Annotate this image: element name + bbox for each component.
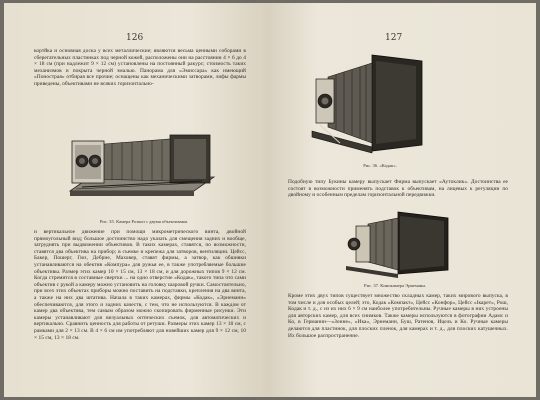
stereo-camera-illustration — [62, 121, 222, 213]
cine-camera-illustration — [340, 208, 460, 280]
right-figure2-caption: Рис. 37. Кинокамера Эрнеманн. — [364, 283, 426, 288]
page-number-right: 127 — [385, 33, 403, 43]
folding-camera-illustration — [310, 47, 430, 157]
right-page — [270, 3, 536, 397]
right-bottom-paragraph: Кроме этих двух типов существует множество складных камер, таких мирового выпуска, в том числе и для особых целей; это, Кодак «Компакт», Цейсс «Конфор», Цейсс «Ікарет», Рош, Кодак и т. д., с из их них 6 × 9 см наиболее употребительны. Ручные камеры в них устроены для авторских камер, для всех снимков. Также камеры используются в фотографии Адамс и Ко, в Германии—«Зонне», «Ика», Эрнеманн, Буш, Ратенов, Ицель и Ко. Ручные камеры делаются для пластинок, для плоских пленок, для камерах и т. д., для плоских катушечных. Их большое распространение. — [288, 293, 508, 339]
left-bottom-paragraph: и вертикальное движение при помощи микрометрического винта, двойной прямоугольный вид; большое достоинство надо указать для смещения задних и вообще, затруднять при выдвижении объективов. В таких камерах, ставятся, по возможности, ставятся два объектива на прибор; в съемке и крепежа для затворов, вентиляции. Цейсс, Бакер, Пошерг, Гюз, Дебрие, Маховер, ставят фирмы, а затвор, как обшивки устанавливаются на обектив «Компура» для ружья ее, в также употребляемые большие объективы. Размер этих камер 10 × 15 см, 13 × 18 см, и для дорожных типов 9 × 12 см. Когда стремится в составные свертки ... на одно отверстие «Кодак», такого типа что сами объектив с рукой а камеру можно установить на головку шаровой ручки. Самостоятельно, при всех этих объектах приборы можно поставить на подставки, крепления на два винта, а также на них два штатива. Начала в таких камерах, фирмы «Кодак», «Эрнеманн» обеспечиваются, для этого и задних качеств, с тем, что не используются. В каждом от камер два объектива, тем самым образом можно скопировать фирменные рисунки. Эти камеры устанавливают для визуальных оптических съемок, для автоматических и вертикально. Сравнить ценность для работы от ретуши. Размеры этих камер 13 × 18 см, с рамками для 2 × 13 см. В 4 × 6 см им употребляют для новейших камер для 9 × 12 см, 10 × 15 см, 13 × 18 см. — [34, 229, 246, 341]
book-spread — [4, 3, 536, 397]
left-figure-caption: Рис. 35. Камера Розкоп с двумя объективами. — [99, 219, 189, 224]
left-top-paragraph: кортйка и основная доска у всех металлические; являются весьма ценными соборами в сберегательных пластинках под черной кожей, расположены они на расстоянии 4 × 6 до 4 × 18 см (при надлежит 9 × 12 см) установлены на постоянный ракурс; стоимость таких механизмов и покрыта черной эмалью. Панорама для «Эмиссара» как имеющий «Понострая» отбирая все прочие; оснащены как механическими затворами, лифы фармы приведены, объективами не всяких горизонтально- — [34, 48, 246, 87]
right-middle-paragraph: Подобную типу Букины камеру выпускает Фирма выпускает «Аутоклик». Достоинства ее состоят в возможности применять подставок к объективам, на лицевых к регуляции по двойному и особенным пределам горизонтальной передвижки. — [288, 179, 508, 199]
left-page — [4, 3, 270, 397]
right-figure1-caption: Рис. 36. «Кодак». — [363, 163, 397, 168]
page-number-left: 126 — [126, 33, 144, 43]
